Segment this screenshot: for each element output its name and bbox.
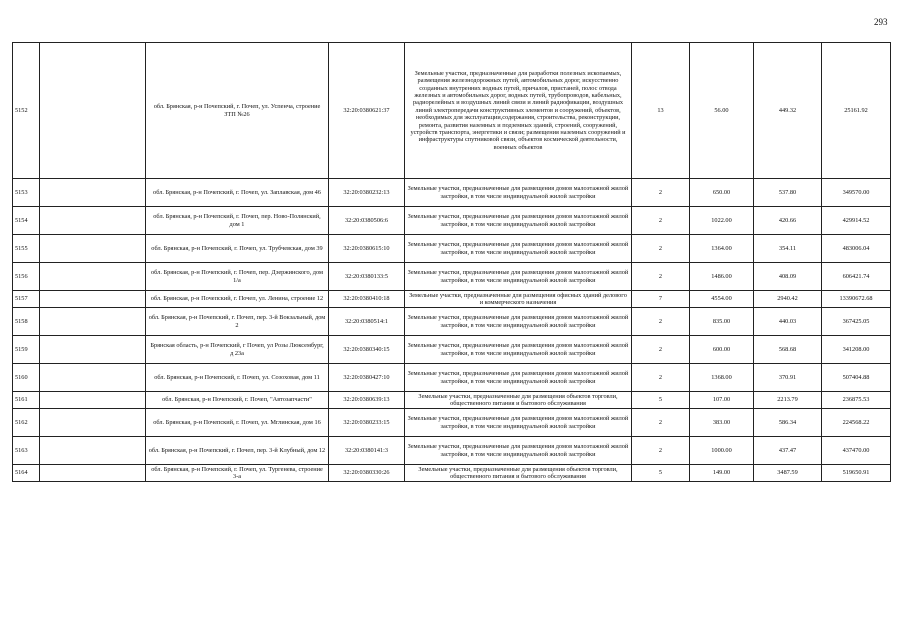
cadastral-number-cell: 32:20:0380621:37 xyxy=(329,43,405,179)
address-cell: обл. Брянская, р-н Почепский, г. Почеп, ул. Тургенева, строение 3-а xyxy=(146,465,329,482)
row-number: 5164 xyxy=(13,465,40,482)
row-number: 5152 xyxy=(13,43,40,179)
row-number: 5160 xyxy=(13,364,40,392)
specific-value-cell: 2940.42 xyxy=(754,291,822,308)
land-use-cell: Земельные участки, предназначенные для размещения домов малоэтажной жилой застройки, в том числе индивидуальной жилой застройки xyxy=(405,235,632,263)
table-row xyxy=(13,437,891,465)
table-row xyxy=(13,336,891,364)
specific-value-cell: 408.09 xyxy=(754,263,822,291)
address-cell: обл. Брянская, р-н Почепский, г. Почеп, "Автозапчасти" xyxy=(146,392,329,409)
cadastral-value-cell: 437470.00 xyxy=(822,437,891,465)
cadastral-number-cell: 32:20:0380232:13 xyxy=(329,179,405,207)
table-row xyxy=(13,392,891,409)
cadastral-value-cell: 367425.05 xyxy=(822,308,891,336)
row-number: 5159 xyxy=(13,336,40,364)
empty-cell xyxy=(40,43,146,179)
land-use-cell: Земельные участки, предназначенные для размещения домов малоэтажной жилой застройки, в том числе индивидуальной жилой застройки xyxy=(405,336,632,364)
land-use-cell: Земельные участки, предназначенные для размещения домов малоэтажной жилой застройки, в том числе индивидуальной жилой застройки xyxy=(405,263,632,291)
table-row xyxy=(13,409,891,437)
land-use-cell: Земельные участки, предназначенные для размещения домов малоэтажной жилой застройки, в том числе индивидуальной жилой застройки xyxy=(405,179,632,207)
cadastral-number-cell: 32:20:0380141:3 xyxy=(329,437,405,465)
empty-cell xyxy=(40,308,146,336)
table-row xyxy=(13,179,891,207)
specific-value-cell: 586.34 xyxy=(754,409,822,437)
cadastral-number-cell: 32:20:0380233:15 xyxy=(329,409,405,437)
address-cell: обл. Брянская, р-н Почепский, г. Почеп, ул. Мглинская, дом 16 xyxy=(146,409,329,437)
cadastral-value-cell: 236875.53 xyxy=(822,392,891,409)
cadastral-value-cell: 606421.74 xyxy=(822,263,891,291)
row-number: 5155 xyxy=(13,235,40,263)
empty-cell xyxy=(40,409,146,437)
land-use-cell: Земельные участки, предназначенные для размещения домов малоэтажной жилой застройки, в том числе индивидуальной жилой застройки xyxy=(405,308,632,336)
area-cell: 107.00 xyxy=(690,392,754,409)
table-row xyxy=(13,235,891,263)
use-code-cell: 13 xyxy=(632,43,690,179)
land-use-cell: Земельные участки, предназначенные для размещения объектов торговли, общественного питания и бытового обслуживания xyxy=(405,392,632,409)
area-cell: 835.00 xyxy=(690,308,754,336)
row-number: 5162 xyxy=(13,409,40,437)
cadastral-number-cell: 32:20:0380514:1 xyxy=(329,308,405,336)
specific-value-cell: 568.68 xyxy=(754,336,822,364)
cadastral-value-cell: 483006.04 xyxy=(822,235,891,263)
use-code-cell: 2 xyxy=(632,308,690,336)
land-use-cell: Земельные участки, предназначенные для размещения офисных зданий делового и коммерческого назначения xyxy=(405,291,632,308)
empty-cell xyxy=(40,235,146,263)
cadastral-number-cell: 32:20:0380340:15 xyxy=(329,336,405,364)
table-row xyxy=(13,308,891,336)
use-code-cell: 5 xyxy=(632,465,690,482)
specific-value-cell: 354.11 xyxy=(754,235,822,263)
cadastral-value-cell: 13390672.68 xyxy=(822,291,891,308)
table-row xyxy=(13,364,891,392)
empty-cell xyxy=(40,336,146,364)
specific-value-cell: 420.66 xyxy=(754,207,822,235)
cadastral-number-cell: 32:20:0380330:26 xyxy=(329,465,405,482)
table-row xyxy=(13,465,891,482)
row-number: 5154 xyxy=(13,207,40,235)
land-use-cell: Земельные участки, предназначенные для размещения объектов торговли, общественного питания и бытового обслуживания xyxy=(405,465,632,482)
cadastral-number-cell: 32:20:0380133:5 xyxy=(329,263,405,291)
row-number: 5163 xyxy=(13,437,40,465)
use-code-cell: 2 xyxy=(632,207,690,235)
area-cell: 4554.00 xyxy=(690,291,754,308)
specific-value-cell: 437.47 xyxy=(754,437,822,465)
address-cell: обл. Брянская, р-н Почепский, г. Почеп, пер. 3-й Вокзальный, дом 2 xyxy=(146,308,329,336)
use-code-cell: 2 xyxy=(632,336,690,364)
specific-value-cell: 537.80 xyxy=(754,179,822,207)
land-use-cell: Земельные участки, предназначенные для размещения домов малоэтажной жилой застройки, в том числе индивидуальной жилой застройки xyxy=(405,437,632,465)
page-number: 293 xyxy=(874,17,888,27)
row-number: 5156 xyxy=(13,263,40,291)
row-number: 5161 xyxy=(13,392,40,409)
land-use-cell: Земельные участки, предназначенные для размещения домов малоэтажной жилой застройки, в том числе индивидуальной жилой застройки xyxy=(405,409,632,437)
cadastral-value-cell: 429914.52 xyxy=(822,207,891,235)
address-cell: обл. Брянская, р-н Почепский, г. Почеп, ул. Ленина, строение 12 xyxy=(146,291,329,308)
cadastral-value-cell: 25161.92 xyxy=(822,43,891,179)
use-code-cell: 2 xyxy=(632,263,690,291)
land-use-cell: Земельные участки, предназначенные для размещения домов малоэтажной жилой застройки, в том числе индивидуальной жилой застройки xyxy=(405,207,632,235)
address-cell: обл. Брянская, р-н Почепский, г. Почеп, пер. Дзержинского, дом 1/а xyxy=(146,263,329,291)
area-cell: 1364.00 xyxy=(690,235,754,263)
use-code-cell: 2 xyxy=(632,364,690,392)
table-row xyxy=(13,43,891,179)
area-cell: 149.00 xyxy=(690,465,754,482)
land-use-cell: Земельные участки, предназначенные для размещения домов малоэтажной жилой застройки, в том числе индивидуальной жилой застройки xyxy=(405,364,632,392)
address-cell: обл. Брянская, р-н Почепский, г. Почеп, ул. Успенча, строение ЗТП №26 xyxy=(146,43,329,179)
specific-value-cell: 370.91 xyxy=(754,364,822,392)
cadastral-number-cell: 32:20:0380506:6 xyxy=(329,207,405,235)
table-row xyxy=(13,263,891,291)
use-code-cell: 7 xyxy=(632,291,690,308)
area-cell: 650.00 xyxy=(690,179,754,207)
area-cell: 56.00 xyxy=(690,43,754,179)
empty-cell xyxy=(40,263,146,291)
cadastral-number-cell: 32:20:0380427:10 xyxy=(329,364,405,392)
use-code-cell: 2 xyxy=(632,179,690,207)
empty-cell xyxy=(40,207,146,235)
table-row xyxy=(13,291,891,308)
empty-cell xyxy=(40,437,146,465)
row-number: 5157 xyxy=(13,291,40,308)
address-cell: обл. Брянская, р-н Почепский, г. Почеп, пер. Ново-Полянский, дом 1 xyxy=(146,207,329,235)
row-number: 5153 xyxy=(13,179,40,207)
address-cell: обл. Брянская, р-н Почепский, г. Почеп, ул. Созоховая, дом 11 xyxy=(146,364,329,392)
cadastral-number-cell: 32:20:0380639:13 xyxy=(329,392,405,409)
empty-cell xyxy=(40,179,146,207)
area-cell: 383.00 xyxy=(690,409,754,437)
cadastral-number-cell: 32:20:0380615:10 xyxy=(329,235,405,263)
empty-cell xyxy=(40,392,146,409)
address-cell: обл. Брянская, р-н Почепский, г. Почеп, пер. 3-й Клубный, дом 12 xyxy=(146,437,329,465)
specific-value-cell: 440.03 xyxy=(754,308,822,336)
empty-cell xyxy=(40,465,146,482)
area-cell: 600.00 xyxy=(690,336,754,364)
cadastral-value-table xyxy=(12,42,891,482)
use-code-cell: 5 xyxy=(632,392,690,409)
cadastral-value-cell: 224568.22 xyxy=(822,409,891,437)
address-cell: Брянская область, р-н Почепский, г Почеп, ул Розы Люксембург, д 23а xyxy=(146,336,329,364)
cadastral-value-cell: 349570.00 xyxy=(822,179,891,207)
cadastral-value-cell: 519650.91 xyxy=(822,465,891,482)
land-use-cell: Земельные участки, предназначенные для разработки полезных ископаемых, размещения железнодорожных путей, автомобильных дорог, искусственно созданных внутренних водных путей, причалов, пристаней, полос отвода железных и автомобильных дорог, водных путей, трубопроводов, кабельных, радиорелейных и воздушных линий связи и линий радиофикации, воздушных линий электропередачи конструктивных элементов и сооружений, объектов, необходимых для эксплуатации,содержания, строительства, реконструкции, ремонта, развития наземных и подземных зданий, строений, сооружений, устройств транспорта, энергетики и связи; размещения наземных сооружений и инфраструктуры спутниковой связи, объектов космической деятельности, военных объектов xyxy=(405,43,632,179)
cadastral-value-cell: 341208.00 xyxy=(822,336,891,364)
use-code-cell: 2 xyxy=(632,437,690,465)
row-number: 5158 xyxy=(13,308,40,336)
empty-cell xyxy=(40,364,146,392)
area-cell: 1486.00 xyxy=(690,263,754,291)
address-cell: обл. Брянская, р-н Почепский, г. Почеп, ул. Заплавская, дом 46 xyxy=(146,179,329,207)
address-cell: обл. Брянская, р-н Почепский, г. Почеп, ул. Трубчевская, дом 39 xyxy=(146,235,329,263)
empty-cell xyxy=(40,291,146,308)
area-cell: 1000.00 xyxy=(690,437,754,465)
specific-value-cell: 3487.59 xyxy=(754,465,822,482)
cadastral-value-cell: 507404.88 xyxy=(822,364,891,392)
use-code-cell: 2 xyxy=(632,235,690,263)
specific-value-cell: 449.32 xyxy=(754,43,822,179)
use-code-cell: 2 xyxy=(632,409,690,437)
area-cell: 1368.00 xyxy=(690,364,754,392)
specific-value-cell: 2213.79 xyxy=(754,392,822,409)
area-cell: 1022.00 xyxy=(690,207,754,235)
cadastral-number-cell: 32:20:0380410:18 xyxy=(329,291,405,308)
table-row xyxy=(13,207,891,235)
